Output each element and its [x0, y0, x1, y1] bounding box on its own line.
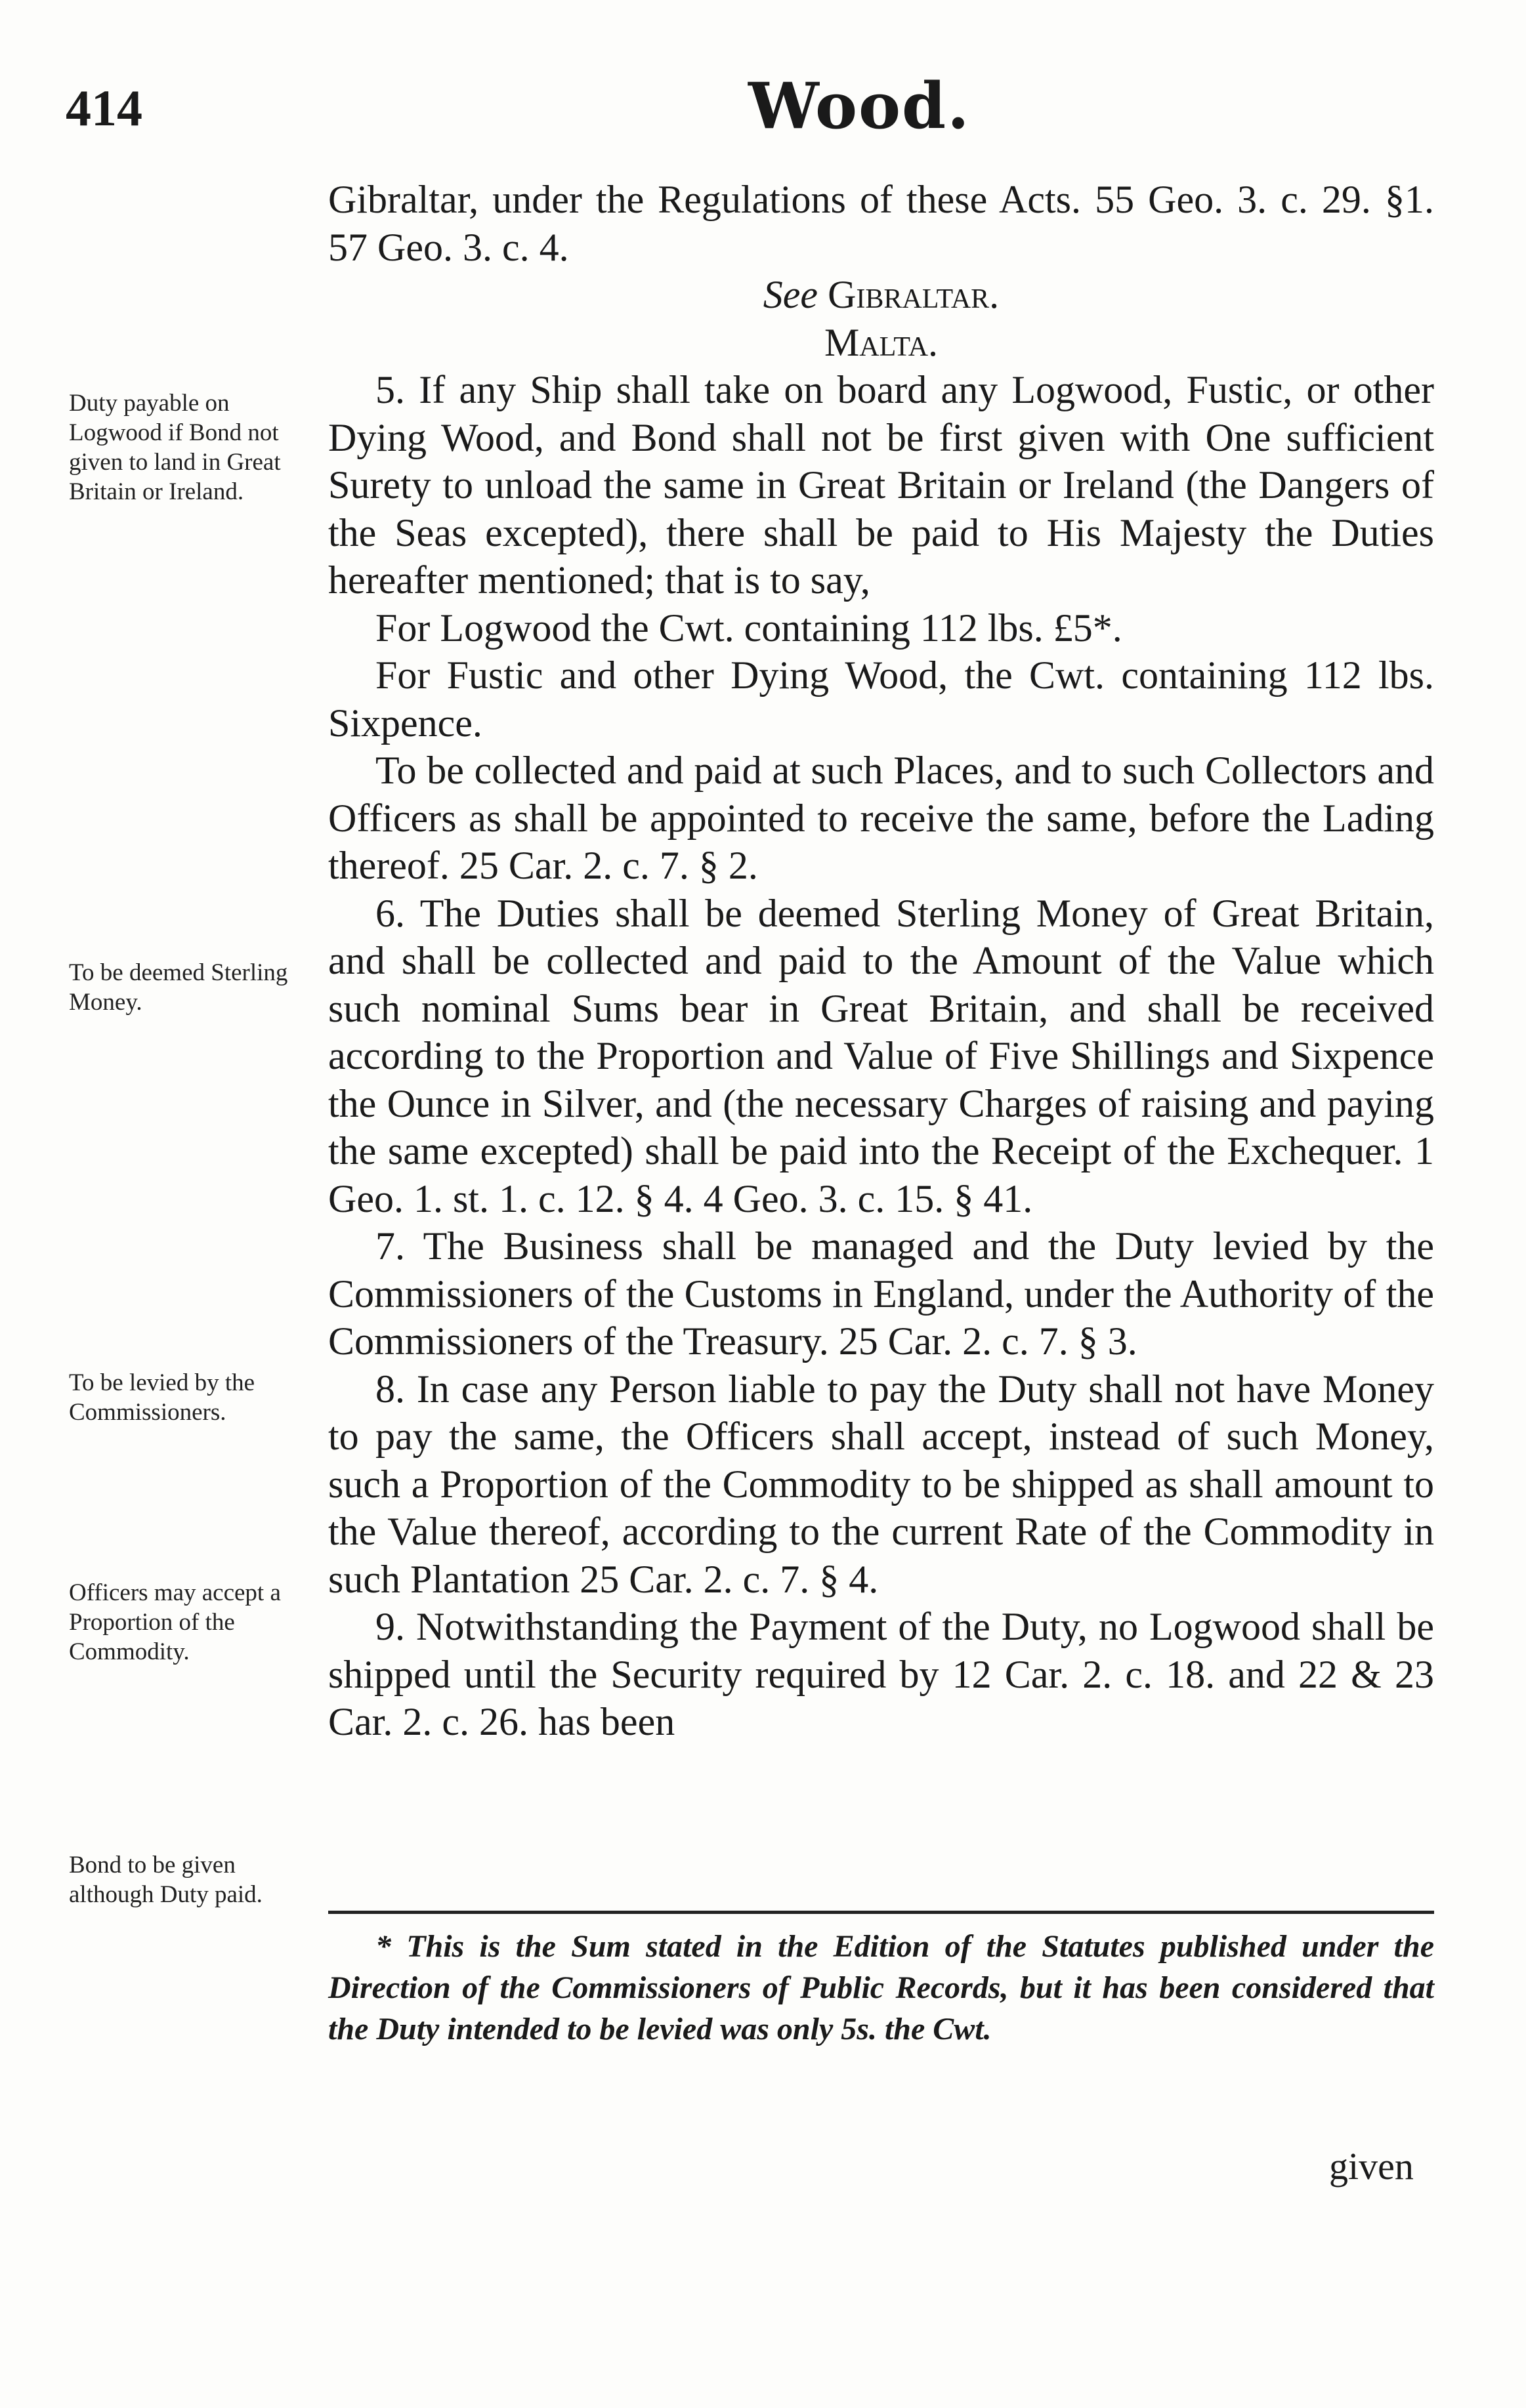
margin-note-bond: Bond to be given although Duty paid.	[69, 1852, 263, 1908]
see-word: See	[763, 273, 818, 316]
body-text	[328, 176, 1434, 1746]
paragraph-5-fustic: For Fustic and other Dying Wood, the Cwt. containing 112 lbs. Sixpence.	[328, 654, 1434, 745]
paragraph-7: 7. The Business shall be managed and the Duty levied by the Commissioners of the Customs in England, under the Authority of the Commissioners of the Treasury. 25 Car. 2. c. 7. § 3.	[328, 1224, 1434, 1363]
catchword: given	[1329, 2145, 1414, 2188]
paragraph-9: 9. Notwithstanding the Payment of the Duty, no Logwood shall be shipped until the Security required by 12 Car. 2. c. 18. and 22 & 23 Car. 2. c. 26. has been	[328, 1605, 1434, 1743]
see-ref-malta: Malta.	[824, 320, 939, 364]
paragraph-5-collect: To be collected and paid at such Places, and to such Collectors and Officers as shall be appointed to receive the same, before the Lading thereof. 25 Car. 2. c. 7. § 2.	[328, 749, 1434, 887]
see-ref-gibraltar: Gibraltar.	[828, 273, 1000, 316]
footnote: * This is the Sum stated in the Edition of the Statutes published under the Direction of the Commissioners of Public Records, but it has been considered that the Duty intended to be levied was only 5s. the Cwt.	[328, 1929, 1434, 2046]
margin-note-levied: To be levied by the Commissioners.	[69, 1369, 255, 1426]
footnote-rule	[328, 1911, 1434, 1914]
see-reference	[328, 271, 1434, 319]
paragraph-5-logwood: For Logwood the Cwt. containing 112 lbs. £5*.	[375, 606, 1122, 650]
margin-note-sterling-money: To be deemed Sterling Money.	[69, 959, 288, 1016]
running-head: Wood.	[748, 69, 971, 143]
margin-note-officers-accept: Officers may accept a Proportion of the Commodity.	[69, 1579, 281, 1665]
page-number: 414	[66, 79, 142, 136]
margin-note-duty-payable: Duty payable on Logwood if Bond not given to land in Great Britain or Ireland.	[69, 390, 281, 505]
paragraph-continuation: Gibraltar, under the Regulations of these Acts. 55 Geo. 3. c. 29. §1. 57 Geo. 3. c. 4.	[328, 178, 1434, 269]
paragraph-5: 5. If any Ship shall take on board any Logwood, Fustic, or other Dying Wood, and Bond shall not be first given with One sufficient Surety to unload the same in Great Britain or Ireland (the Dangers of the Seas excepted), there shall be paid to His Majesty the Duties hereafter mentioned; that is to say,	[328, 368, 1434, 602]
paragraph-6: 6. The Duties shall be deemed Sterling Money of Great Britain, and shall be collected and paid to the Amount of the Value which such nominal Sums bear in Great Britain, and shall be received according to the Proportion and Value of Five Shillings and Sixpence the Ounce in Silver, and (the necessary Charges of raising and paying the same excepted) shall be paid into the Receipt of the Exchequer. 1 Geo. 1. st. 1. c. 12. § 4. 4 Geo. 3. c. 15. § 41.	[328, 891, 1434, 1220]
paragraph-8: 8. In case any Person liable to pay the Duty shall not have Money to pay the same, the Officers shall accept, instead of such Money, such a Proportion of the Commodity to be shipped as shall amount to the Value thereof, according to the current Rate of the Commodity in such Plantation 25 Car. 2. c. 7. § 4.	[328, 1367, 1434, 1601]
